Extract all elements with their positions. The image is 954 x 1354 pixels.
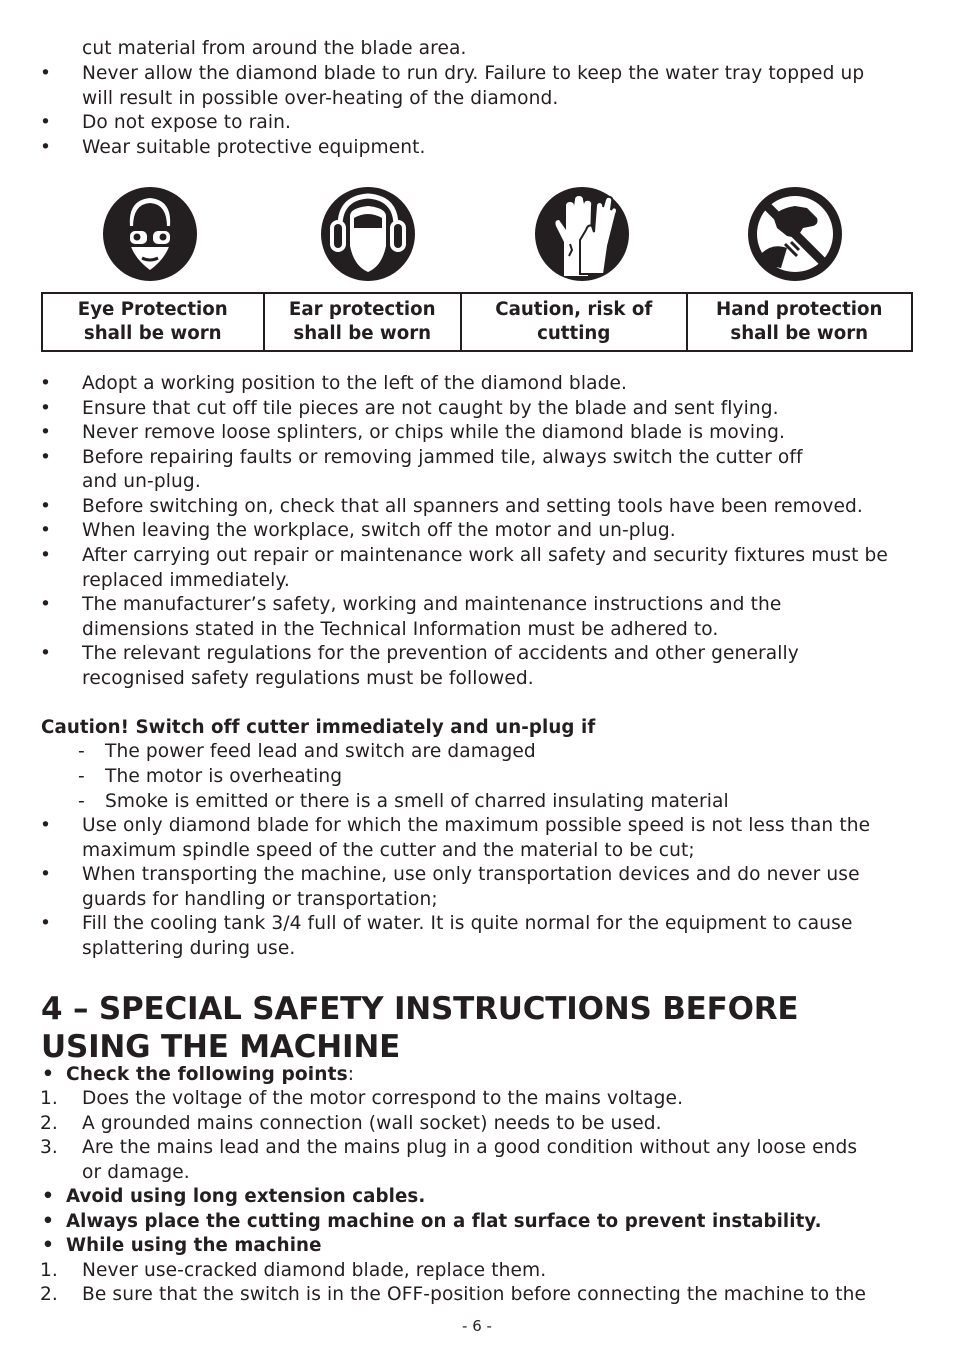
ppe-label-eye: Eye Protection shall be worn — [43, 294, 265, 350]
text-line: When leaving the workplace, switch off the motor and un-plug. — [82, 520, 676, 541]
text-line: Before switching on, check that all spanners and setting tools have been removed. — [82, 496, 863, 517]
text-line: When transporting the machine, use only transportation devices and do never use — [82, 864, 860, 885]
text-line: The relevant regulations for the prevention of accidents and other generally — [82, 643, 799, 664]
text-line: Does the voltage of the motor correspond to the mains voltage. — [82, 1088, 684, 1109]
text-line: Never remove loose splinters, or chips while the diamond blade is moving. — [82, 422, 785, 443]
text-line: A grounded mains connection (wall socket) needs to be used. — [82, 1113, 662, 1134]
text-line: Do not expose to rain. — [82, 112, 291, 133]
text-line: maximum spindle speed of the cutter and the material to be cut; — [82, 840, 695, 861]
bullet-marker: • — [40, 112, 52, 133]
text-line: Be sure that the switch is in the OFF-position before connecting the machine to the — [82, 1284, 867, 1305]
bullet-marker: • — [40, 447, 52, 468]
bullet-marker: • — [42, 1235, 54, 1256]
text-line: Wear suitable protective equipment. — [82, 137, 426, 158]
text-line: dimensions stated in the Technical Information must be adhered to. — [82, 619, 719, 640]
text-line: will result in possible over-heating of the diamond. — [82, 88, 559, 109]
section-bold-item — [66, 1063, 354, 1088]
bullet-marker: • — [40, 545, 52, 566]
bullet-marker: • — [40, 594, 52, 615]
number-marker: 3. — [40, 1137, 58, 1158]
text-line: Are the mains lead and the mains plug in a good condition without any loose ends — [82, 1137, 858, 1158]
ppe-label-cutting: Caution, risk of cutting — [462, 294, 688, 350]
bullet-marker: • — [40, 913, 52, 934]
bullet-marker: • — [42, 1064, 54, 1085]
ear-protection-icon — [320, 186, 416, 282]
text-line: Before repairing faults or removing jammed tile, always switch the cutter off — [82, 447, 803, 468]
section-heading-line-2: USING THE MACHINE — [41, 1029, 401, 1065]
section-bold-item: Always place the cutting machine on a flat surface to prevent instability. — [66, 1211, 822, 1232]
text-line: Adopt a working position to the left of the diamond blade. — [82, 373, 628, 394]
caution-item: The motor is overheating — [105, 766, 343, 787]
ppe-label-ear: Ear protection shall be worn — [265, 294, 463, 350]
text-line: splattering during use. — [82, 938, 296, 959]
text-line: and un-plug. — [82, 471, 201, 492]
caution-item: Smoke is emitted or there is a smell of charred insulating material — [105, 791, 729, 812]
bullet-marker: • — [40, 520, 52, 541]
section-bold-text: Check the following points — [66, 1064, 348, 1085]
page-number: - 6 - — [462, 1317, 492, 1335]
bullet-marker: • — [40, 815, 52, 836]
number-marker: 2. — [40, 1113, 58, 1134]
cutting-gloves-icon — [534, 186, 630, 282]
ppe-label-hand: Hand protection shall be worn — [716, 298, 883, 344]
number-marker: 1. — [40, 1260, 58, 1281]
bullet-marker: • — [40, 643, 52, 664]
dash-marker: - — [78, 766, 85, 787]
section-bold-item: While using the machine — [66, 1235, 322, 1256]
dash-marker: - — [78, 791, 85, 812]
caution-heading: Caution! Switch off cutter immediately and un-plug if — [41, 717, 596, 738]
bullet-marker: • — [40, 63, 52, 84]
eye-protection-icon — [102, 186, 198, 282]
text-line: Ensure that cut off tile pieces are not caught by the blade and sent flying. — [82, 398, 779, 419]
bullet-marker: • — [40, 398, 52, 419]
text-line: Never allow the diamond blade to run dry. Failure to keep the water tray topped up — [82, 63, 865, 84]
ppe-table — [41, 292, 913, 352]
text-line: Use only diamond blade for which the maximum possible speed is not less than the — [82, 815, 871, 836]
number-marker: 1. — [40, 1088, 58, 1109]
text-line: replaced immediately. — [82, 570, 290, 591]
hand-protection-icon — [747, 186, 843, 282]
text-line: or damage. — [82, 1162, 190, 1183]
caution-item: The power feed lead and switch are damaged — [105, 741, 536, 762]
number-marker: 2. — [40, 1284, 58, 1305]
bullet-marker: • — [40, 864, 52, 885]
bullet-marker: • — [42, 1211, 54, 1232]
section-heading-line-1: 4 – SPECIAL SAFETY INSTRUCTIONS BEFORE — [41, 991, 799, 1027]
section-bold-item: Avoid using long extension cables. — [66, 1186, 426, 1207]
text-line: Fill the cooling tank 3/4 full of water. It is quite normal for the equipment to cause — [82, 913, 853, 934]
section-colon: : — [347, 1064, 355, 1085]
bullet-marker: • — [40, 496, 52, 517]
bullet-marker: • — [40, 422, 52, 443]
text-line: guards for handling or transportation; — [82, 889, 438, 910]
text-line: Never use-cracked diamond blade, replace them. — [82, 1260, 547, 1281]
text-line: The manufacturer’s safety, working and maintenance instructions and the — [82, 594, 782, 615]
bullet-marker: • — [42, 1186, 54, 1207]
bullet-marker: • — [40, 373, 52, 394]
text-line: cut material from around the blade area. — [82, 38, 467, 59]
text-line: After carrying out repair or maintenance work all safety and security fixtures must be — [82, 545, 888, 566]
bullet-marker: • — [40, 137, 52, 158]
dash-marker: - — [78, 741, 85, 762]
text-line: recognised safety regulations must be followed. — [82, 668, 534, 689]
